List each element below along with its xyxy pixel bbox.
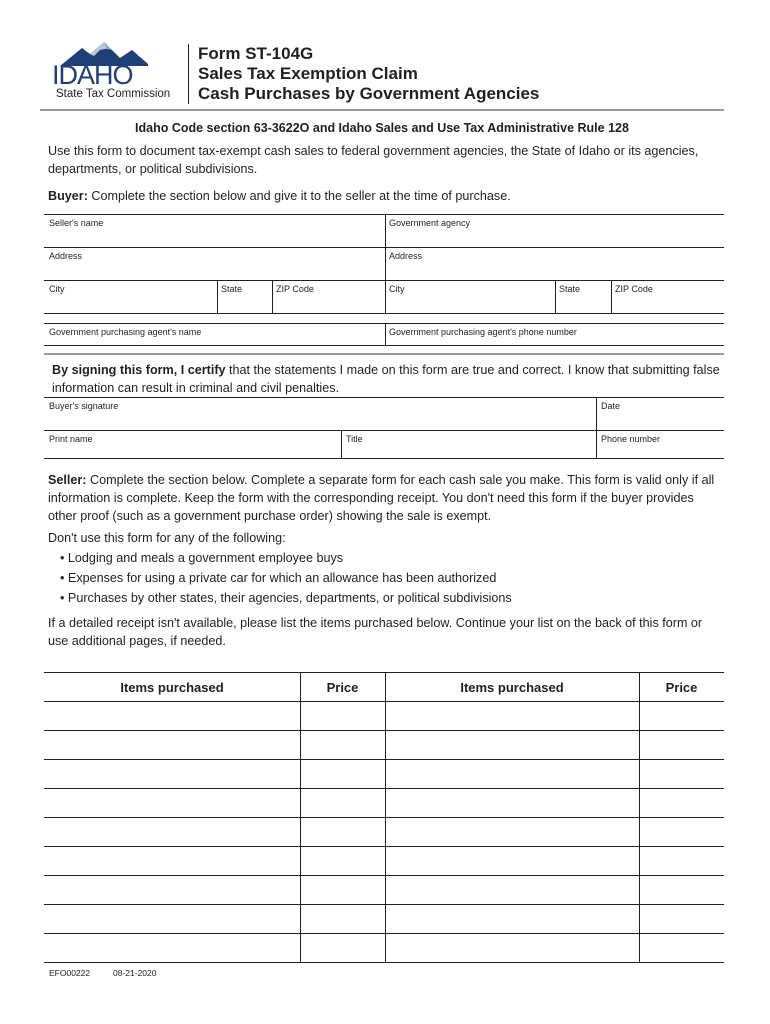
seller-label: Seller: [48,473,87,487]
seller-instruction [48,471,720,525]
buyer-instruction-text: Complete the section below and give it to the seller at the time of purchase. [91,189,511,203]
items-header-right: Items purchased [460,680,564,695]
idaho-logo [52,40,182,102]
items-table [44,672,724,964]
seller-state-field[interactable]: State [221,284,243,294]
seller-zip-field[interactable]: ZIP Code [276,284,314,294]
logo-wordmark: IDAHO [52,60,133,90]
list-item: • Expenses for using a private car for which an allowance has been authorized [60,571,497,585]
government-agency-field[interactable]: Government agency [389,218,471,228]
certify-rule [44,353,724,355]
sellers-name-field[interactable]: Seller's name [49,218,104,228]
price-header-right: Price [665,680,698,695]
seller-address-field[interactable]: Address [49,251,83,261]
seller-instruction-text: Complete the section below. Complete a separate form for each cash sale you make. This form is valid only if all information is complete. Keep the form with the corresponding receipt. You don't need this form if the buyer provides other proof (such as a government purchase order) showing the sale is exempt. [48,473,715,523]
certify-bold: By signing this form, I certify [52,363,226,377]
title-field[interactable]: Title [346,434,363,444]
phone-number-field[interactable]: Phone number [601,434,661,444]
form-title-block [198,44,539,104]
buyer-signature-field[interactable]: Buyer's signature [49,401,119,411]
list-item: • Lodging and meals a government employee buys [60,551,344,565]
buyer-label: Buyer: [48,189,88,203]
header-rule [40,109,724,111]
agency-address-field[interactable]: Address [389,251,423,261]
form-title-line2: Cash Purchases by Government Agencies [198,84,540,103]
exclusion-list [60,548,720,608]
logo-subtitle: State Tax Commission [56,88,171,100]
header-divider [188,44,189,104]
intro-text: Use this form to document tax-exempt cash sales to federal government agencies, the State of Idaho or its agencies, departments, or political subdivisions. [48,144,699,176]
form-number: Form ST-104G [198,44,314,63]
dont-use-heading: Don't use this form for any of the following: [48,531,286,545]
certify-text: that the statements I made on this form are true and correct. I know that submitting false information can result in criminal and civil penalties. [52,363,720,395]
buyer-instruction [48,187,716,205]
seller-city-field[interactable]: City [49,284,65,294]
list-item: • Purchases by other states, their agencies, departments, or political subdivisions [60,591,512,605]
form-title-line1: Sales Tax Exemption Claim [198,64,418,83]
items-header-left: Items purchased [120,680,224,695]
code-reference: Idaho Code section 63-3622O and Idaho Sales and Use Tax Administrative Rule 128 [135,121,629,135]
price-header-left: Price [326,680,359,695]
agency-zip-field[interactable]: ZIP Code [615,284,653,294]
agency-city-field[interactable]: City [389,284,405,294]
agency-state-field[interactable]: State [559,284,581,294]
date-field[interactable]: Date [601,401,621,411]
receipt-note: If a detailed receipt isn't available, please list the items purchased below. Continue your list on the back of this form or use additional pages, if needed. [48,616,703,648]
form-code: EFO00222 [49,968,91,978]
print-name-field[interactable]: Print name [49,434,93,444]
agent-phone-field[interactable]: Government purchasing agent's phone number [389,327,577,337]
revision-date: 08-21-2020 [113,968,157,978]
agent-name-field[interactable]: Government purchasing agent's name [49,327,202,337]
certify-statement [52,361,720,397]
